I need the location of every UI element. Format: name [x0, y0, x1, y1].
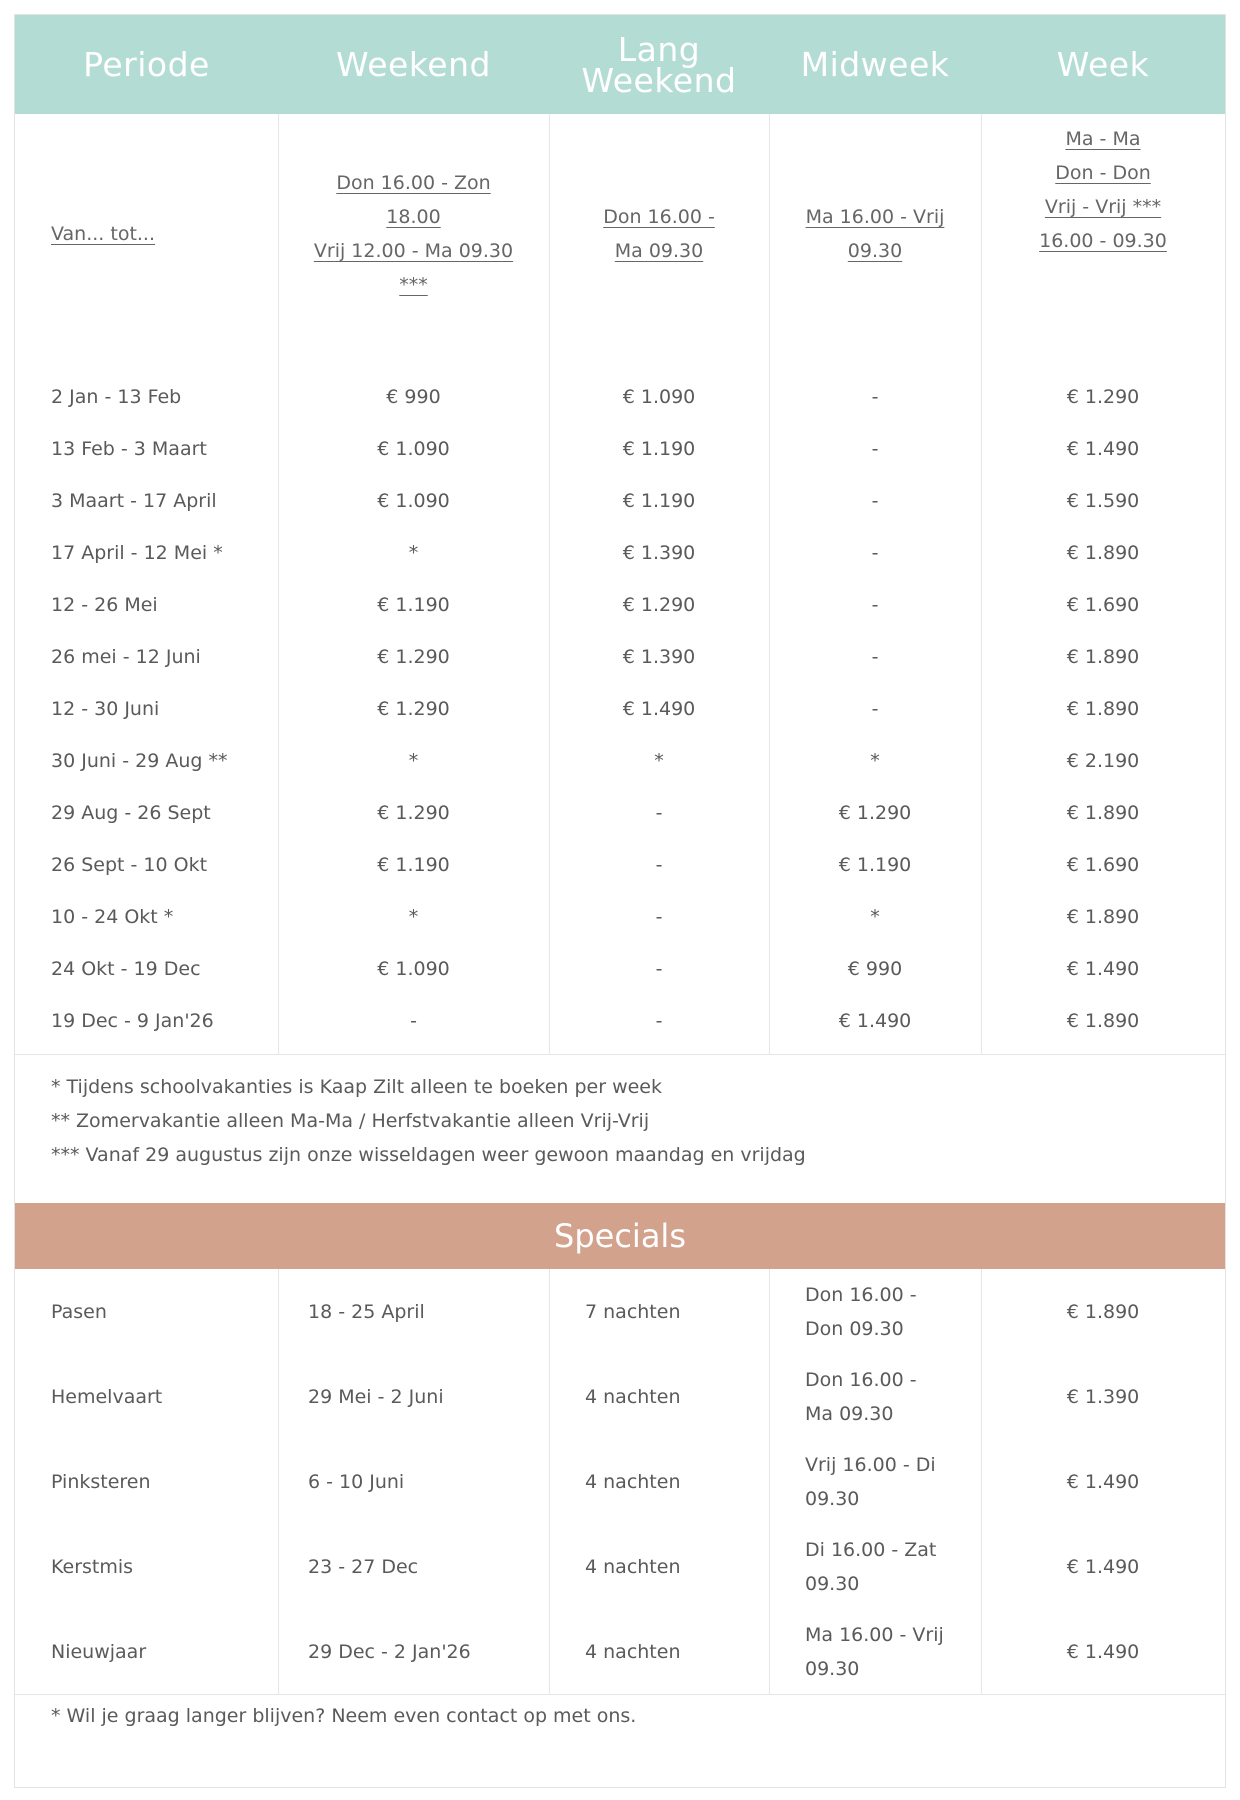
times-periode — [15, 114, 278, 354]
special-name: Kerstmis — [51, 1555, 134, 1578]
special-price: € 1.490 — [1066, 1640, 1140, 1663]
times-week-line: Ma - Ma — [1065, 128, 1141, 150]
row-week-price: € 1.690 — [1066, 854, 1140, 876]
special-time-line: Ma 16.00 - Vrij — [805, 1623, 944, 1646]
row-midweek-price: - — [871, 542, 879, 564]
special-time-line: Don 16.00 - — [805, 1283, 917, 1306]
table-row — [15, 735, 1225, 787]
times-weekend-line: Don 16.00 - Zon — [336, 172, 491, 194]
header-lang-weekend — [549, 15, 769, 114]
row-midweek-price: * — [870, 906, 880, 928]
header-midweek: Midweek — [800, 45, 950, 84]
row-lang-weekend-price: € 1.190 — [622, 438, 696, 460]
row-period: 30 Juni - 29 Aug ** — [51, 750, 228, 772]
row-weekend-price: € 1.090 — [377, 438, 450, 460]
times-week-line: 16.00 - 09.30 — [1039, 230, 1167, 252]
row-weekend-price: € 1.190 — [377, 854, 450, 876]
row-midweek-price: - — [871, 386, 879, 408]
special-time-line: 09.30 — [805, 1572, 860, 1595]
special-price: € 1.490 — [1066, 1470, 1140, 1493]
table-row — [15, 527, 1225, 579]
times-week-line: Don - Don — [1055, 162, 1151, 184]
row-period: 26 mei - 12 Juni — [51, 646, 201, 668]
special-time-line: Vrij 16.00 - Di — [805, 1453, 936, 1476]
row-lang-weekend-price: € 1.290 — [622, 594, 696, 616]
times-weekend-line: *** — [399, 274, 428, 296]
row-week-price: € 1.490 — [1066, 958, 1140, 980]
times-lang-weekend-line: Ma 09.30 — [614, 240, 704, 262]
special-time — [769, 1439, 981, 1524]
row-lang-weekend-price: € 1.190 — [622, 490, 696, 512]
row-week-price: € 1.890 — [1066, 646, 1140, 668]
note-line: * Tijdens schoolvakanties is Kaap Zilt alleen te boeken per week — [51, 1076, 662, 1098]
table-row — [15, 631, 1225, 683]
header-weekend: Weekend — [336, 45, 491, 84]
table-row — [15, 943, 1225, 995]
table-row — [15, 995, 1225, 1047]
row-period: 12 - 30 Juni — [51, 698, 160, 720]
specials-row — [15, 1524, 1225, 1609]
special-price: € 1.890 — [1066, 1300, 1140, 1323]
note-line: *** Vanaf 29 augustus zijn onze wisseldagen weer gewoon maandag en vrijdag — [51, 1144, 806, 1166]
row-weekend-price: € 1.290 — [377, 646, 450, 668]
special-time-line: Ma 09.30 — [805, 1402, 894, 1425]
row-lang-weekend-price: - — [655, 1010, 663, 1032]
row-weekend-price: € 1.290 — [377, 802, 450, 824]
row-week-price: € 1.290 — [1066, 386, 1140, 408]
row-week-price: € 1.890 — [1066, 906, 1140, 928]
row-lang-weekend-price: € 1.390 — [622, 646, 696, 668]
times-weekend-line: Vrij 12.00 - Ma 09.30 — [313, 240, 514, 262]
specials-row — [15, 1269, 1225, 1354]
times-lang-weekend — [549, 114, 769, 354]
special-dates: 29 Dec - 2 Jan'26 — [308, 1640, 471, 1663]
table-row — [15, 839, 1225, 891]
row-lang-weekend-price: - — [655, 802, 663, 824]
times-weekend — [278, 114, 549, 354]
special-nights: 4 nachten — [585, 1640, 681, 1663]
row-period: 19 Dec - 9 Jan'26 — [51, 1010, 214, 1032]
special-nights: 4 nachten — [585, 1555, 681, 1578]
times-week — [981, 114, 1225, 354]
special-time-line: Don 09.30 — [805, 1317, 904, 1340]
row-week-price: € 1.890 — [1066, 802, 1140, 824]
row-period: 10 - 24 Okt * — [51, 906, 174, 928]
row-period: 29 Aug - 26 Sept — [51, 802, 211, 824]
row-midweek-price: - — [871, 698, 879, 720]
times-periode-text: Van... tot... — [51, 223, 156, 245]
table-row — [15, 683, 1225, 735]
row-weekend-price: € 1.090 — [377, 958, 450, 980]
special-name: Pinksteren — [51, 1470, 151, 1493]
row-period: 26 Sept - 10 Okt — [51, 854, 208, 876]
row-lang-weekend-price: € 1.390 — [622, 542, 696, 564]
header-lang-weekend-line1: Lang — [617, 29, 701, 69]
special-name: Nieuwjaar — [51, 1640, 147, 1663]
row-midweek-price: - — [871, 594, 879, 616]
header-lang-weekend-line2: Weekend — [581, 60, 737, 100]
row-lang-weekend-price: - — [655, 854, 663, 876]
special-time-line: Don 16.00 - — [805, 1368, 917, 1391]
times-midweek-line: 09.30 — [847, 240, 903, 262]
special-nights: 7 nachten — [585, 1300, 681, 1323]
times-lang-weekend-line: Don 16.00 - — [603, 206, 715, 228]
row-lang-weekend-price: * — [654, 750, 664, 772]
special-nights: 4 nachten — [585, 1385, 681, 1408]
table-row — [15, 579, 1225, 631]
row-midweek-price: - — [871, 646, 879, 668]
table-row — [15, 475, 1225, 527]
specials-row — [15, 1354, 1225, 1439]
special-time — [769, 1269, 981, 1354]
header-week: Week — [1056, 45, 1150, 84]
specials-header: Specials — [15, 1203, 1225, 1269]
row-weekend-price: * — [408, 750, 419, 772]
row-week-price: € 1.890 — [1066, 1010, 1140, 1032]
special-name: Hemelvaart — [51, 1385, 163, 1408]
price-table-card — [14, 14, 1226, 1788]
row-midweek-price: - — [871, 490, 879, 512]
row-week-price: € 2.190 — [1066, 750, 1140, 772]
row-lang-weekend-price: - — [655, 906, 663, 928]
table-row — [15, 423, 1225, 475]
row-midweek-price: € 1.190 — [838, 854, 912, 876]
special-price: € 1.490 — [1066, 1555, 1140, 1578]
row-midweek-price: € 1.490 — [838, 1010, 912, 1032]
row-weekend-price: - — [410, 1010, 417, 1032]
row-lang-weekend-price: - — [655, 958, 663, 980]
row-weekend-price: € 1.090 — [377, 490, 450, 512]
footer-note: * Wil je graag langer blijven? Neem even contact op met ons. — [51, 1705, 637, 1727]
row-weekend-price: € 1.190 — [377, 594, 450, 616]
special-time-line: Di 16.00 - Zat — [805, 1538, 937, 1561]
row-weekend-price: € 1.290 — [377, 698, 450, 720]
times-midweek — [769, 114, 981, 354]
special-time-line: 09.30 — [805, 1487, 860, 1510]
row-lang-weekend-price: € 1.090 — [622, 386, 696, 408]
special-price: € 1.390 — [1066, 1385, 1140, 1408]
notes — [51, 1070, 806, 1172]
row-week-price: € 1.590 — [1066, 490, 1140, 512]
row-weekend-price: * — [408, 542, 419, 564]
row-period: 12 - 26 Mei — [51, 594, 158, 616]
divider — [15, 1054, 1225, 1055]
special-nights: 4 nachten — [585, 1470, 681, 1493]
row-week-price: € 1.890 — [1066, 542, 1140, 564]
row-week-price: € 1.690 — [1066, 594, 1140, 616]
note-line: ** Zomervakantie alleen Ma-Ma / Herfstvakantie alleen Vrij-Vrij — [51, 1110, 650, 1132]
times-week-line: Vrij - Vrij *** — [1044, 196, 1162, 218]
row-period: 13 Feb - 3 Maart — [51, 438, 207, 460]
row-weekend-price: * — [408, 906, 419, 928]
table-row — [15, 891, 1225, 943]
times-weekend-line: 18.00 — [386, 206, 441, 228]
table-header — [15, 15, 1225, 114]
row-weekend-price: € 990 — [386, 386, 441, 408]
row-period: 3 Maart - 17 April — [51, 490, 217, 512]
row-period: 24 Okt - 19 Dec — [51, 958, 201, 980]
row-period: 2 Jan - 13 Feb — [51, 386, 182, 408]
special-time — [769, 1524, 981, 1609]
row-week-price: € 1.490 — [1066, 438, 1140, 460]
divider — [15, 1694, 1225, 1695]
special-dates: 29 Mei - 2 Juni — [308, 1385, 444, 1408]
row-midweek-price: € 990 — [847, 958, 903, 980]
special-time — [769, 1354, 981, 1439]
special-dates: 6 - 10 Juni — [308, 1470, 405, 1493]
table-row — [15, 371, 1225, 423]
table-row — [15, 787, 1225, 839]
row-period: 17 April - 12 Mei * — [51, 542, 223, 564]
header-periode: Periode — [83, 45, 210, 84]
times-midweek-line: Ma 16.00 - Vrij — [805, 206, 945, 228]
specials-row — [15, 1609, 1225, 1694]
row-midweek-price: * — [870, 750, 880, 772]
special-dates: 18 - 25 April — [308, 1300, 425, 1323]
row-midweek-price: € 1.290 — [838, 802, 912, 824]
specials-row — [15, 1439, 1225, 1524]
special-time — [769, 1609, 981, 1694]
special-dates: 23 - 27 Dec — [308, 1555, 419, 1578]
row-lang-weekend-price: € 1.490 — [622, 698, 696, 720]
row-week-price: € 1.890 — [1066, 698, 1140, 720]
special-time-line: 09.30 — [805, 1657, 860, 1680]
special-name: Pasen — [51, 1300, 107, 1323]
row-midweek-price: - — [871, 438, 879, 460]
